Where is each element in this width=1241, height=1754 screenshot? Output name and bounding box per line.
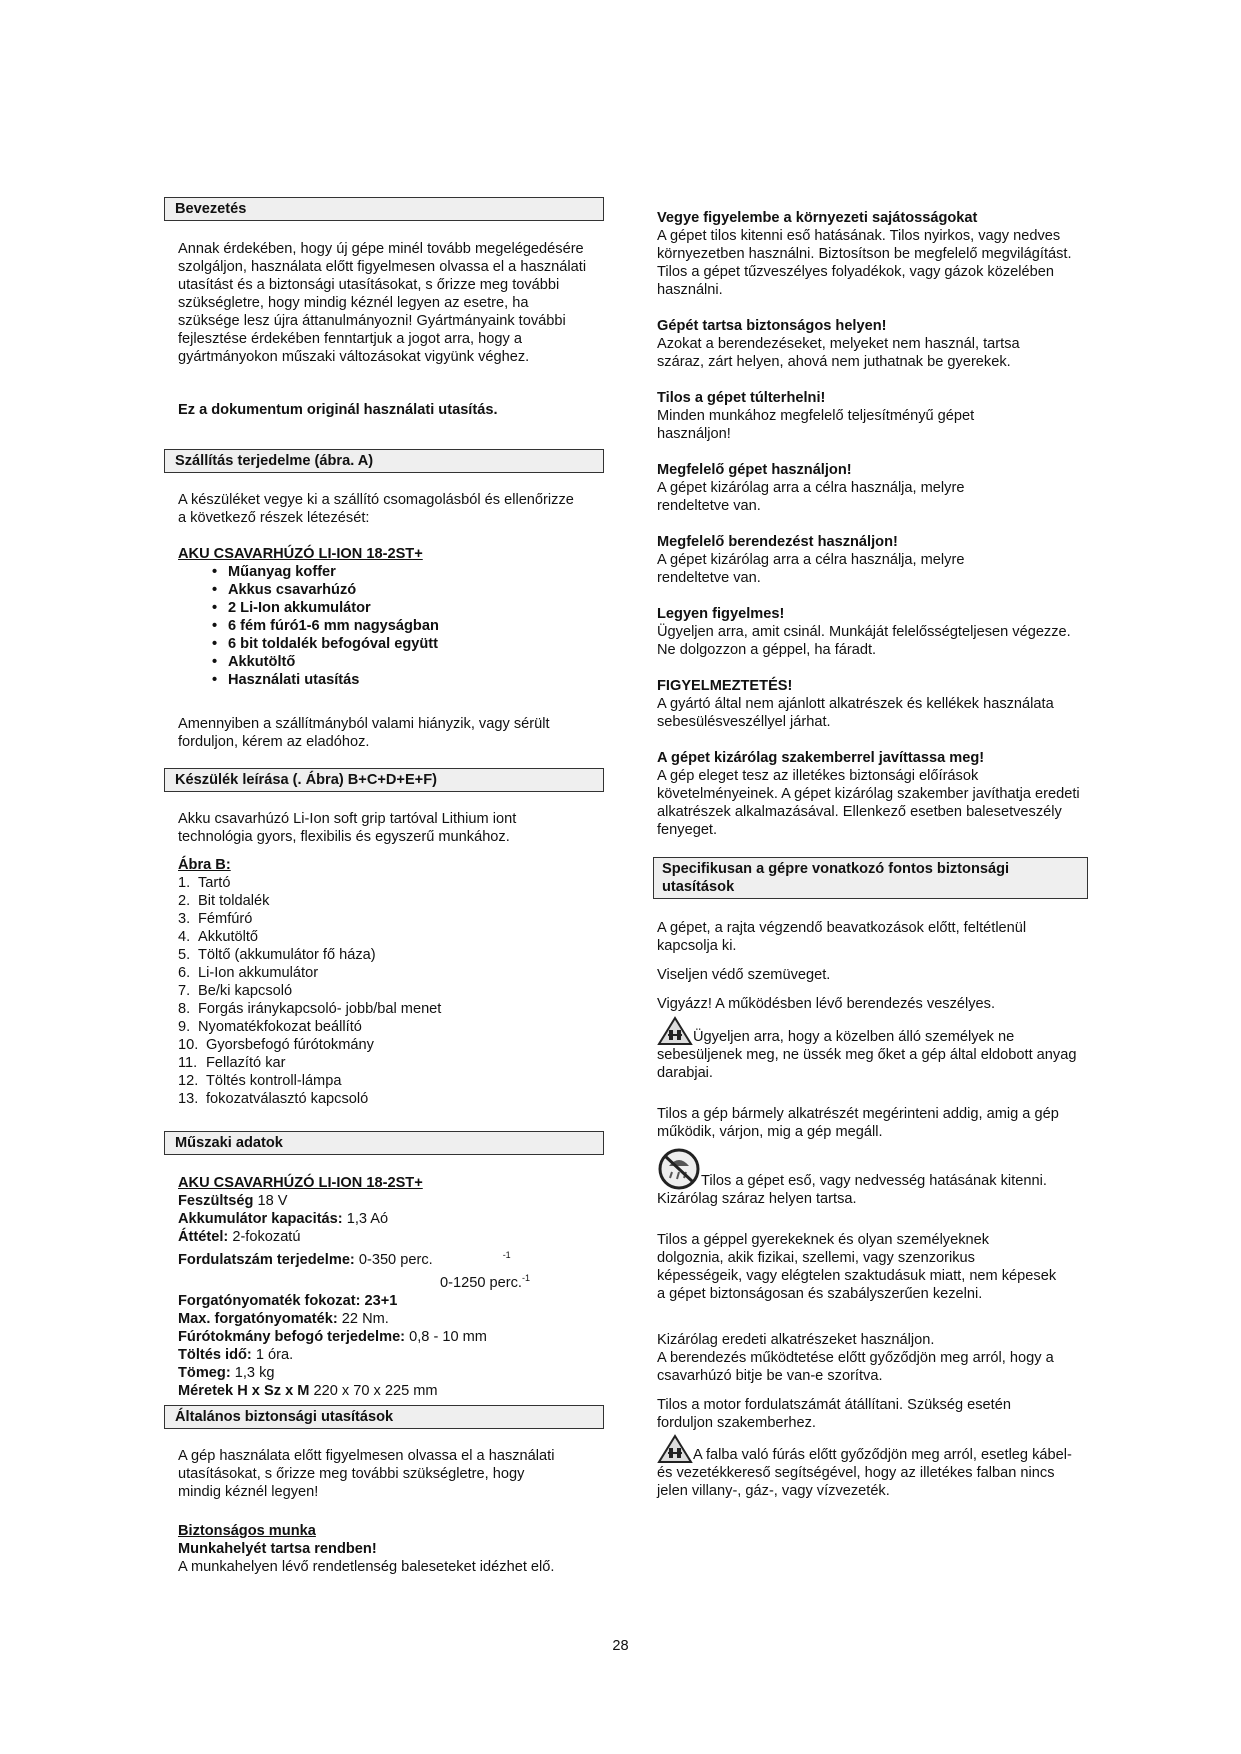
list-item: 5. Töltő (akkumulátor fő háza) — [178, 947, 376, 963]
list-item: 3. Fémfúró — [178, 911, 253, 927]
workplace-text: A munkahelyen lévő rendetlenség baleseteket idézhet elő. — [178, 1559, 555, 1575]
warning-triangle-icon — [657, 1016, 693, 1046]
tech-chuck: Fúrótokmány befogó terjedelme: 0,8 - 10 mm — [178, 1328, 487, 1345]
store-title: Gépét tartsa biztonságos helyen! — [657, 318, 887, 334]
specific-6: Tilos a gépet eső, vagy nedvesség hatásának kitenni. Kizárólag száraz helyen tartsa. — [657, 1148, 1077, 1208]
list-item: • 2 Li-Ion akkumulátor — [178, 599, 578, 617]
tech-voltage: Feszültség 18 V — [178, 1193, 288, 1209]
specific-11: A falba való fúrás előtt győződjön meg arról, esetleg kábel- és vezetékkereső segítségével, hogy az illetékes falban nincs jelen villany-, gáz-, vagy vízvezeték. — [657, 1434, 1077, 1500]
tech-weight: Tömeg: 1,3 kg — [178, 1364, 275, 1381]
list-item: 6. Li-Ion akkumulátor — [178, 965, 319, 981]
repair-title: A gépet kizárólag szakemberrel javíttassa meg! — [657, 750, 985, 766]
overload-title: Tilos a gépet túlterhelni! — [657, 390, 826, 406]
warning-text: A gyártó által nem ajánlott alkatrészek és kellékek használata sebesülésveszéllyel járhat. — [657, 696, 1054, 730]
tech-gear: Áttétel: 2-fokozatú — [178, 1229, 301, 1245]
list-item: • Használati utasítás — [178, 671, 578, 689]
no-rain-icon — [657, 1148, 701, 1190]
intro-text: Annak érdekében, hogy új gépe minél tovább megelégedésére szolgáljon, használata előtt figyelmesen olvassa el a használati utasítást és a biztonsági utasításokat, s őrizze meg további szükségletre, hogy mindig kéznél legyen az esetre, ha szüksége lesz újra áttanulmányozni! Gyártmányaink további fejlesztése érdekében fenntartjuk a jogot arra, hogy a gyártmányokon műszaki változásokat vigyünk véghez. — [178, 241, 587, 365]
device-text: Akku csavarhúzó Li-Ion soft grip tartóval Lithium iont technológia gyors, flexibilis és egyszerű munkához. — [178, 811, 517, 845]
figure-title: Ábra B: — [178, 857, 231, 873]
env-text: A gépet tilos kitenni eső hatásának. Tilos nyirkos, vagy nedves környezetben használni. Biztosítson be megfelelő megvilágítást. Tilos a gépet tűzveszélyes folyadékok, vagy gázok közelében használni. — [657, 228, 1072, 298]
proper-equip-text: A gépet kizárólag arra a célra használja, melyre rendeltetve van. — [657, 552, 965, 586]
specific-8: Kizárólag eredeti alkatrészeket használjon. — [657, 1332, 935, 1348]
delivery-text: A készüléket vegye ki a szállító csomagolásból és ellenőrizze a következő részek létezését: — [178, 492, 574, 526]
specific-9: A berendezés működtetése előtt győződjön meg arról, hogy a csavarhúzó bitje be van-e szorítva. — [657, 1350, 1054, 1384]
attention-text: Ügyeljen arra, amit csinál. Munkáját felelősségteljesen végezze. Ne dolgozzon a géppel, ha fáradt. — [657, 624, 1071, 658]
list-item: • Akkutöltő — [178, 653, 578, 671]
delivery-list — [178, 563, 578, 689]
tech-max-torque: Max. forgatónyomaték: 22 Nm. — [178, 1310, 389, 1327]
tech-charge: Töltés idő: 1 óra. — [178, 1346, 294, 1363]
original-note: Ez a dokumentum originál használati utasítás. — [178, 402, 498, 418]
list-item: 13. fokozatválasztó kapcsoló — [178, 1091, 369, 1107]
specific-5: Tilos a gép bármely alkatrészét megérinteni addig, amig a gép működik, várjon, mig a gép megáll. — [657, 1106, 1059, 1140]
product-title: AKU CSAVARHÚZÓ LI-ION 18-2ST+ — [178, 546, 423, 562]
list-item: 8. Forgás iránykapcsoló- jobb/bal menet — [178, 1001, 442, 1017]
list-item: • Műanyag koffer — [178, 563, 578, 581]
list-item: 7. Be/ki kapcsoló — [178, 983, 293, 999]
repair-text: A gép eleget tesz az illetékes biztonsági előírások követelményeinek. A gépet kizárólag szakember javíthatja eredeti alkatrészek alkalmazásával. Ellenkező esetben balesetveszély fenyeget. — [657, 768, 1080, 838]
proper-tool-text: A gépet kizárólag arra a célra használja, melyre rendeltetve van. — [657, 480, 965, 514]
list-item: 12. Töltés kontroll-lámpa — [178, 1073, 342, 1089]
overload-text: Minden munkához megfelelő teljesítményű gépet használjon! — [657, 408, 975, 442]
specific-header: Specifikusan a gépre vonatkozó fontos biztonsági utasítások — [653, 857, 1088, 899]
device-header: Készülék leírása (. Ábra) B+C+D+E+F) — [164, 768, 604, 792]
list-item: 1. Tartó — [178, 875, 231, 891]
list-item: • 6 fém fúró1-6 mm nagyságban — [178, 617, 578, 635]
list-item: 4. Akkutöltő — [178, 929, 259, 945]
specific-2: Viseljen védő szemüveget. — [657, 967, 831, 983]
general-header: Általános biztonsági utasítások — [164, 1405, 604, 1429]
list-item: 10. Gyorsbefogó fúrótokmány — [178, 1037, 374, 1053]
general-text: A gép használata előtt figyelmesen olvassa el a használati utasításokat, s őrizze meg további szükségletre, hogy mindig kéznél legyen! — [178, 1448, 555, 1500]
page-number: 28 — [612, 1638, 629, 1654]
warning-triangle-icon — [657, 1434, 693, 1464]
list-item: • Akkus csavarhúzó — [178, 581, 578, 599]
tech-dims: Méretek H x Sz x M 220 x 70 x 225 mm — [178, 1382, 438, 1399]
specific-7: Tilos a géppel gyerekeknek és olyan személyeknek dolgoznia, akik fizikai, szellemi, vagy szenzorikus képességeik, vagy elégtelen szaktudásuk miatt, nem képesek a gépet biztonságosan és szabályszerűen kezelni. — [657, 1232, 1057, 1302]
warning-title: FIGYELMEZTETÉS! — [657, 678, 793, 694]
workplace-title: Munkahelyét tartsa rendben! — [178, 1541, 377, 1557]
safe-work-title: Biztonságos munka — [178, 1523, 316, 1539]
specific-1: A gépet, a rajta végzendő beavatkozások előtt, feltétlenül kapcsolja ki. — [657, 920, 1027, 954]
specific-3: Vigyázz! A működésben lévő berendezés veszélyes. — [657, 996, 996, 1012]
list-item: 9. Nyomatékfokozat beállító — [178, 1019, 362, 1035]
tech-speed: Fordulatszám terjedelme: 0-350 perc. $^{-1}$ — [178, 1250, 511, 1268]
attention-title: Legyen figyelmes! — [657, 606, 785, 622]
store-text: Azokat a berendezéseket, melyeket nem használ, tartsa száraz, zárt helyen, ahová nem juthatnak be gyerekek. — [657, 336, 1020, 370]
tech-torque-steps: Forgatónyomaték fokozat: 23+1 — [178, 1292, 398, 1309]
missing-text: Amennyiben a szállítmányból valami hiányzik, vagy sérült forduljon, kérem az eladóhoz. — [178, 716, 550, 750]
proper-equip-title: Megfelelő berendezést használjon! — [657, 534, 898, 550]
delivery-header: Szállítás terjedelme (ábra. A) — [164, 449, 604, 473]
tech-data — [178, 1174, 598, 1400]
list-item: • 6 bit toldalék befogóval együtt — [178, 635, 578, 653]
specific-4: Ügyeljen arra, hogy a közelben álló személyek ne sebesüljenek meg, ne üssék meg őket a gép által eldobott anyag darabjai. — [657, 1016, 1077, 1082]
tech-title: AKU CSAVARHÚZÓ LI-ION 18-2ST+ — [178, 1175, 423, 1191]
tech-speed-2: 0-1250 perc.$^{-1}$ — [440, 1272, 530, 1291]
tech-capacity: Akkumulátor kapacitás: 1,3 Aó — [178, 1211, 389, 1227]
tech-header: Műszaki adatok — [164, 1131, 604, 1155]
env-title: Vegye figyelembe a környezeti sajátosságokat — [657, 210, 978, 226]
figure-list — [178, 874, 578, 1108]
list-item: 11. Fellazító kar — [178, 1055, 286, 1071]
specific-10: Tilos a motor fordulatszámát átállítani. Szükség esetén forduljon szakemberhez. — [657, 1397, 1011, 1431]
list-item: 2. Bit toldalék — [178, 893, 270, 909]
proper-tool-title: Megfelelő gépet használjon! — [657, 462, 852, 478]
intro-header: Bevezetés — [164, 197, 604, 221]
